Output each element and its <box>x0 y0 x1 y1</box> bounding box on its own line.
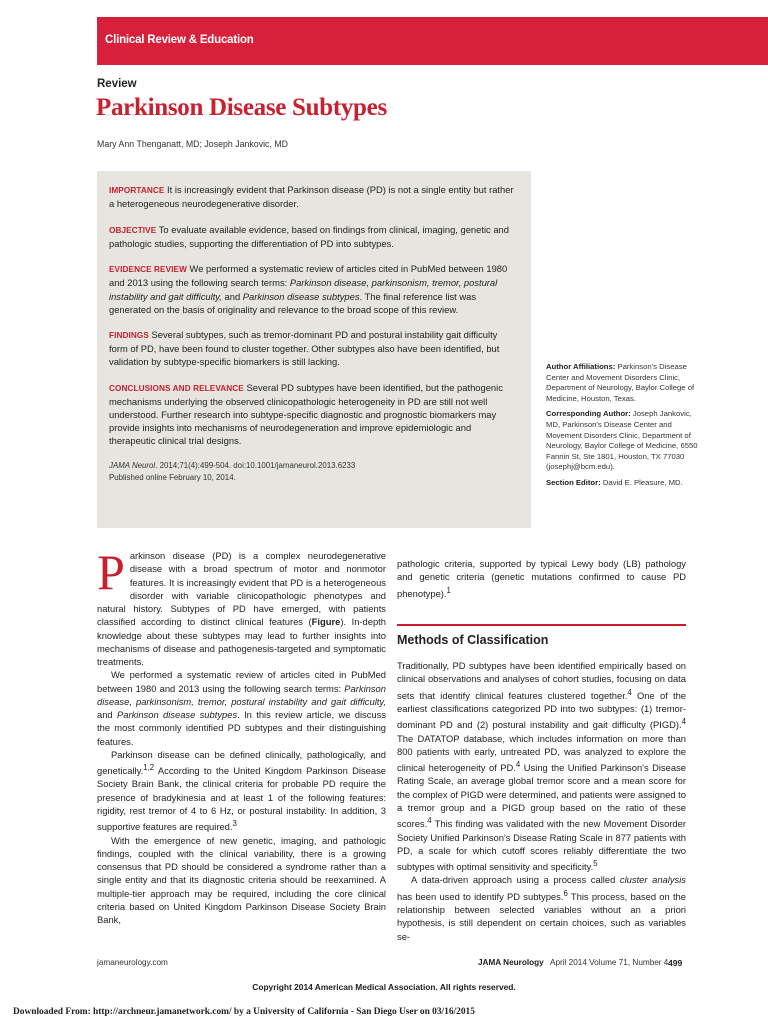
body-paragraph <box>97 834 386 927</box>
abstract-box <box>97 171 531 528</box>
reference-marker[interactable]: 1,2 <box>143 763 155 772</box>
article-type: Review <box>97 78 137 90</box>
figure-link[interactable]: Figure <box>311 616 341 628</box>
reference-marker[interactable]: 4 <box>627 687 632 697</box>
abstract-text: . The final reference list was generated on the basis of originality and relevance to the broad scope of this review. <box>109 290 477 315</box>
abstract-text: To evaluate available evidence, based on findings from clinical, imaging, genetic and pathologic studies, supporting the differentiation of PD into subtypes. <box>109 223 509 249</box>
body-text: With the emergence of new genetic, imaging, and pathologic findings, coupled with the clinical variability, there is a growing consensus that PD should be considered a syndrome rather than a single entity and that its diagnostic criteria should be reexamined. A multiple-tier approach may be required, including the core clinical criteria based on United Kingdom Parkinson Disease Society Brain Bank, <box>97 834 386 925</box>
abstract-evidence-review <box>109 262 517 315</box>
body-text: and <box>97 709 113 720</box>
body-text: has been used to identify PD subtypes. <box>397 890 564 902</box>
body-text: A data-driven approach using a process called <box>411 874 616 886</box>
abstract-label: IMPORTANCE <box>109 186 165 195</box>
body-paragraph <box>397 873 686 942</box>
author-list: Mary Ann Thenganatt, MD; Joseph Jankovic, MD <box>97 139 289 149</box>
body-text: pathologic criteria, supported by typical Lewy body (LB) pathology and genetic criteria (genetic mutations confirmed to cause PD phenotype). <box>397 558 686 599</box>
drop-cap: P <box>97 544 125 600</box>
body-text: According to the United Kingdom Parkinson Disease Society Brain Bank, the clinical criteria for probable PD require the presence of bradykinesia and at least 1 of the following features: rigidity, rest tremor of 4 to 6 Hz, or postural instability. In addition, 3 supportive features are required. <box>97 765 386 833</box>
footer-journal-info <box>478 958 668 967</box>
corresponding-author <box>546 409 698 473</box>
body-text: We performed a systematic review of articles cited in PubMed between 1980 and 2013 using the following search terms: <box>97 669 386 694</box>
article-title: Parkinson Disease Subtypes <box>96 94 387 121</box>
sidebar-text: David E. Pleasure, MD. <box>602 477 683 487</box>
reference-marker[interactable]: 6 <box>563 888 568 898</box>
search-terms: Parkinson disease subtypes <box>242 290 360 302</box>
body-paragraph <box>97 748 386 834</box>
sidebar-label: Section Editor: <box>546 477 601 487</box>
body-paragraph <box>397 557 686 600</box>
search-terms: Parkinson disease, parkinsonism, tremor, postural instability and gait difficulty, <box>97 682 386 707</box>
section-editor <box>546 478 698 489</box>
abstract-importance <box>109 183 517 210</box>
abstract-text: and <box>224 290 241 302</box>
body-text: Using the Unified Parkinson's Disease Rating Scale, an average global tremor score and a mean score for the complex of PIGD were determined, and patients were assigned to a tremor group and a PIGD group based on the ratio of these scores. <box>397 762 687 830</box>
body-text: One of the earliest classifications categorized PD into two subtypes: (1) tremor-dominant PD and (2) postural instability and gait difficulty (PIGD). <box>397 689 687 731</box>
sidebar-text: Joseph Jankovic, MD, Parkinson's Disease Center and Movement Disorders Clinic, Department of Neurology, Baylor College of Medicine, 6550 Fannin St, Ste 1801, Houston, TX 77030 (josephj@bcm.edu). <box>546 409 698 472</box>
abstract-conclusions <box>109 381 517 447</box>
page-number: 499 <box>668 958 683 968</box>
reference-marker[interactable]: 4 <box>427 816 432 826</box>
footer-issue: April 2014 Volume 71, Number 4 <box>550 958 669 967</box>
reference-marker[interactable]: 4 <box>681 717 686 727</box>
body-paragraph <box>97 668 386 748</box>
body-paragraph <box>397 659 686 873</box>
abstract-text: Several PD subtypes have been identified, but the pathogenic mechanisms underlying the observed clinicopathologic heterogeneity in PD are still not well understood. Further research into subtype-specific diagnostic and prognostic biomarkers may provide insights into mechanisms of neurodegeneration and improve epidemiologic and therapeutic clinical trial designs. <box>109 382 503 447</box>
abstract-text: It is increasingly evident that Parkinson disease (PD) is not a single entity but rather a heterogeneous neurodegenerative disorder. <box>109 184 514 210</box>
abstract-findings <box>109 328 517 368</box>
abstract-text: We performed a systematic review of articles cited in PubMed between 1980 and 2013 using the following search terms: <box>109 263 508 289</box>
body-text: ). In-depth knowledge about these subtypes may lead to further insights into mechanisms of disease and pathogenesis-targeted and symptomatic treatments. <box>97 616 386 667</box>
body-column-right-methods <box>397 659 686 943</box>
body-column-left <box>97 544 387 926</box>
search-terms: Parkinson disease, parkinsonism, tremor, postural instability and gait difficulty, <box>109 277 498 302</box>
reference-marker[interactable]: 5 <box>593 859 598 868</box>
footer-journal: JAMA Neurology <box>478 958 544 967</box>
section-banner <box>97 17 768 65</box>
body-text: Traditionally, PD subtypes have been identified empirically based on clinical observations and analyses of cohort studies, focusing on data sets that identify clinical features clustered together. <box>397 660 686 701</box>
citation-block <box>109 460 517 483</box>
abstract-text: Several subtypes, such as tremor-dominant PD and postural instability gait difficulty form of PD, have been found to cluster together. Other subtypes also have been identified, but validation by subtype-specific biomarkers is still lacking. <box>109 329 500 368</box>
download-notice: Downloaded From: http://archneur.jamanetwork.com/ by a University of California - San Diego User on 03/16/2015 <box>13 1007 475 1017</box>
author-sidebar <box>546 362 698 494</box>
body-column-right <box>397 557 686 600</box>
author-affiliations <box>546 362 698 404</box>
abstract-label: OBJECTIVE <box>109 225 157 235</box>
sidebar-label: Author Affiliations: <box>546 362 616 371</box>
abstract-label: EVIDENCE REVIEW <box>109 265 187 275</box>
section-divider <box>397 624 686 626</box>
reference-marker[interactable]: 4 <box>515 760 521 769</box>
sidebar-label: Corresponding Author: <box>546 409 631 419</box>
reference-marker[interactable]: 1 <box>446 585 451 595</box>
citation-text: . 2014;71(4):499-504. doi:10.1001/jamaneurol.2013.6233 <box>155 461 356 470</box>
body-text: This finding was validated with the new Movement Disorder Society Unified Parkinson's Disease Rating Scale in 877 patients with PD, a scale for which cutoff scores reliably differentiate the two subtypes with optimal sensitivity and specificity. <box>397 818 686 873</box>
body-text: This process, based on the relationship between selected variables without an a priori hypothesis, is still dependent on certain choices, such as variables se- <box>397 890 686 942</box>
emphasized-term: cluster analysis <box>619 874 686 886</box>
footer-site[interactable]: jamaneurology.com <box>97 958 168 967</box>
body-text: arkinson disease (PD) is a complex neurodegenerative disease with a broad spectrum of motor and nonmotor features. It is increasingly evident that PD is a heterogeneous disorder with variable clinicopathologic phenotypes and natural history. Subtypes of PD have emerged, with patients classified according to distinct clinical features ( <box>97 550 386 628</box>
body-text: . In this review article, we discuss the most commonly identified PD subtypes and their distinguishing features. <box>97 709 387 747</box>
journal-abbreviation: JAMA Neurol <box>109 461 156 470</box>
abstract-objective <box>109 223 517 250</box>
published-date: Published online February 10, 2014. <box>109 472 236 482</box>
abstract-label: FINDINGS <box>109 331 149 341</box>
section-heading: Methods of Classification <box>397 633 549 647</box>
abstract-label: CONCLUSIONS AND RELEVANCE <box>109 384 244 394</box>
search-terms: Parkinson disease subtypes <box>116 709 238 720</box>
body-paragraph <box>97 544 386 668</box>
sidebar-text: Parkinson's Disease Center and Movement Disorders Clinic, Department of Neurology, Baylor College of Medicine, Houston, Texas. <box>546 362 695 403</box>
body-text: The DATATOP database, which includes information on more than 800 patients with early, untreated PD, was analyzed to explore the clinical heterogeneity of PD. <box>397 732 686 774</box>
banner-label: Clinical Review & Education <box>105 34 254 46</box>
copyright-notice: Copyright 2014 American Medical Association. All rights reserved. <box>252 982 516 992</box>
reference-marker[interactable]: 3 <box>232 819 237 829</box>
body-text: Parkinson disease can be defined clinically, pathologically, and genetically. <box>97 748 386 777</box>
